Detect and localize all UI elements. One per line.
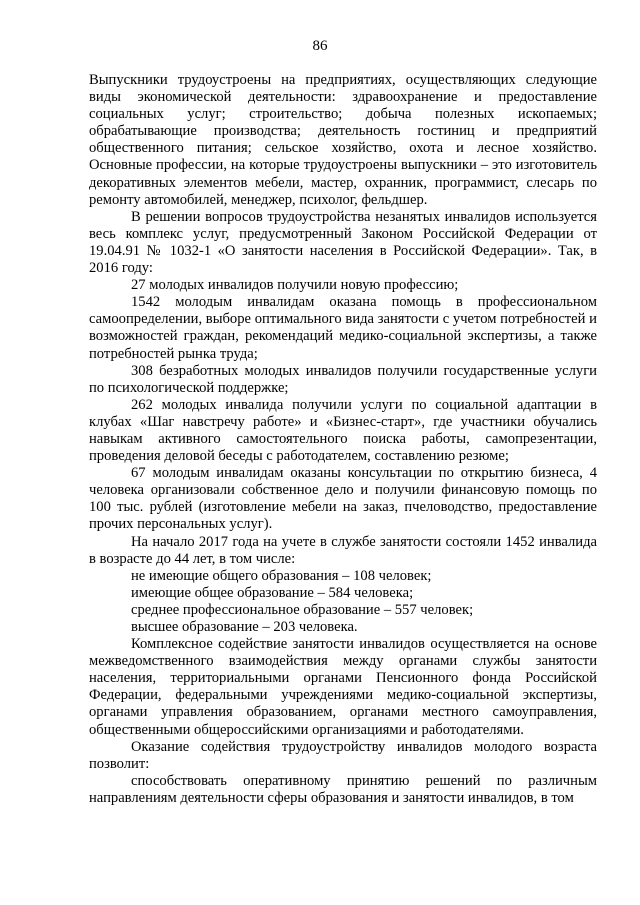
paragraph: 262 молодых инвалида получили услуги по социальной адаптации в клубах «Шаг навстречу работе» и «Бизнес-старт», где участники обучались навыкам активного самостоятельного поиска работы, самопрезентации, проведения деловой беседы с работодателем, составлению резюме; — [89, 396, 597, 465]
paragraph: высшее образование – 203 человека. — [131, 619, 358, 635]
paragraph: 27 молодых инвалидов получили новую профессию; — [131, 277, 459, 294]
paragraph: имеющие общее образование – 584 человека; — [131, 584, 414, 601]
paragraph: На начало 2017 года на учете в службе занятости состояли 1452 инвалида в возрасте до 44 лет, в том числе: — [89, 533, 597, 567]
paragraph: Выпускники трудоустроены на предприятиях, осуществляющих следующие виды экономической деятельности: здравоохранение и предоставление социальных услуг; строительство; добыча полезных ископаемых; обрабатывающие производства; деятельность гостиниц и предприятий общественного питания; сельское хозяйство, охота и лесное хозяйство. Основные профессии, на которые трудоустроены выпускники – это изготовитель декоративных элементов мебели, мастер, охранник, программист, слесарь по ремонту автомобилей, менеджер, психолог, фельдшер. — [89, 72, 597, 208]
paragraph: среднее профессиональное образование – 557 человек; — [131, 601, 474, 618]
paragraph: В решении вопросов трудоустройства незанятых инвалидов используется весь комплекс услуг, предусмотренный Законом Российской Федерации от 19.04.91 № 1032-1 «О занятости населения в Российской Федерации». Так, в 2016 году: — [89, 208, 597, 277]
page-number: 86 — [312, 38, 328, 54]
paragraph: способствовать оперативному принятию решений по различным направлениям деятельности сферы образования и занятости инвалидов, в том — [89, 772, 597, 806]
paragraph: 1542 молодым инвалидам оказана помощь в профессиональном самоопределении, выборе оптимального вида занятости с учетом потребностей и возможностей граждан, рекомендаций медико-социальной экспертизы, а также потребностей рынка труда; — [89, 294, 597, 362]
paragraph: 67 молодым инвалидам оказаны консультации по открытию бизнеса, 4 человека организовали собственное дело и получили финансовую помощь по 100 тыс. рублей (изготовление мебели на заказ, пчеловодство, предоставление прочих персональных услуг). — [89, 465, 597, 533]
paragraph: Комплексное содействие занятости инвалидов осуществляется на основе межведомственного взаимодействия между органами службы занятости населения, территориальными органами Пенсионного фонда Российской Федерации, федеральными учреждениями медико-социальной экспертизы, органами управления образованием, органами местного самоуправления, общественными общероссийскими организациями и работодателями. — [89, 636, 597, 738]
body-text — [89, 72, 597, 807]
paragraph: не имеющие общего образования – 108 человек; — [131, 567, 432, 584]
paragraph: 308 безработных молодых инвалидов получили государственные услуги по психологической поддержке; — [89, 362, 597, 396]
paragraph: Оказание содействия трудоустройству инвалидов молодого возраста позволит: — [89, 738, 597, 772]
